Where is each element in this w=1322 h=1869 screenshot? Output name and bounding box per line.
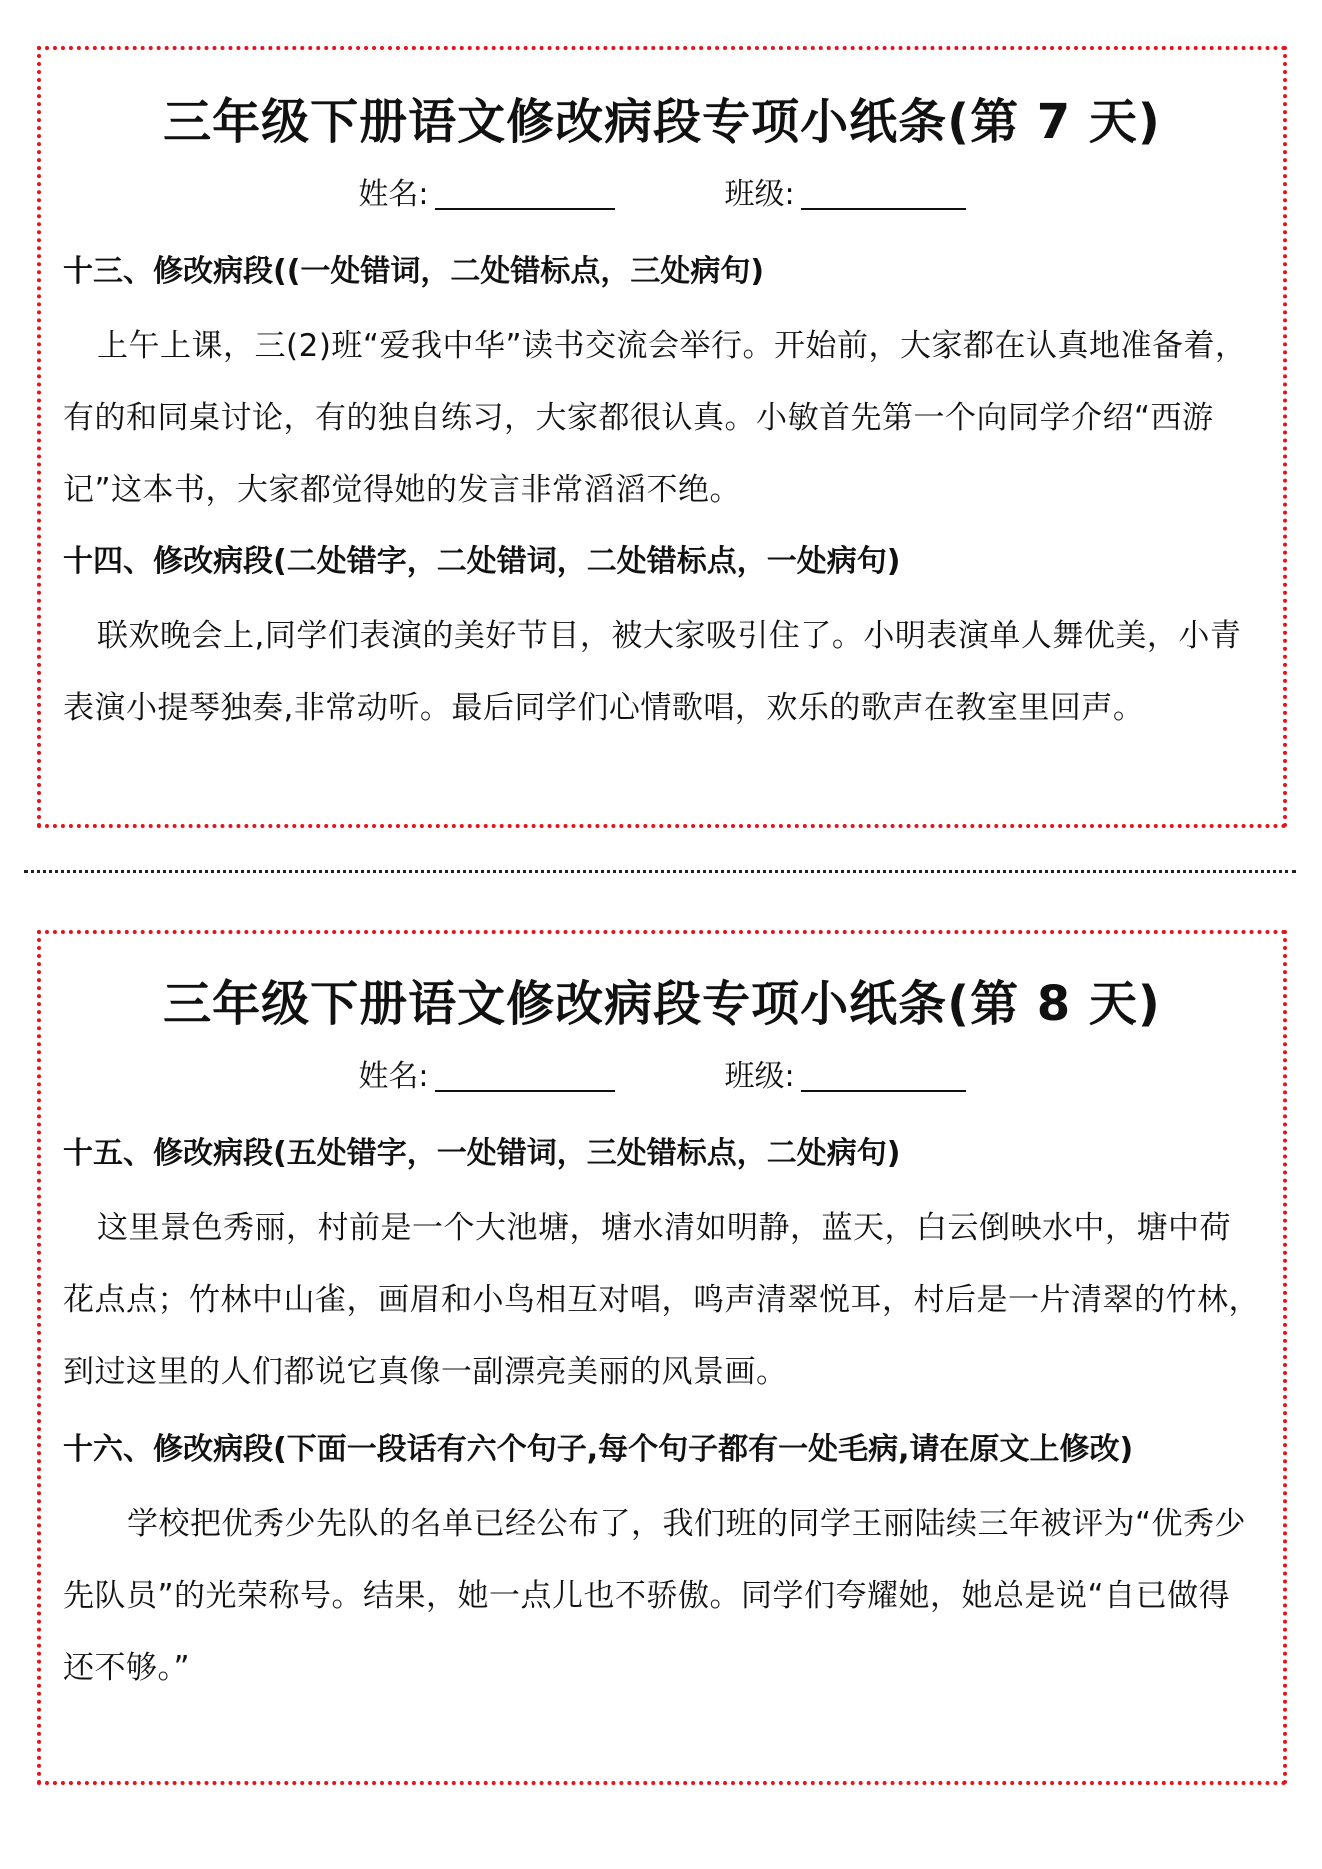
class-field xyxy=(724,177,966,212)
section-heading: 十三、修改病段((一处错词，二处错标点，三处病句) xyxy=(63,254,765,289)
name-blank-line[interactable] xyxy=(435,180,615,210)
worksheet-card-day-8 xyxy=(37,930,1287,1785)
section-passage xyxy=(63,1192,1261,1408)
passage-text: 学校把优秀少先队的名单已经公布了，我们班的同学王丽陆续三年被评为“优秀少先队员”的光荣称号。结果，她一点儿也不骄傲。同学们夸耀她，她总是说“自已做得还不够。” xyxy=(63,1506,1247,1686)
section-passage xyxy=(63,310,1261,526)
name-label: 姓名: xyxy=(358,177,429,212)
card-title: 三年级下册语文修改病段专项小纸条(第 7 天) xyxy=(163,94,1161,150)
class-label: 班级: xyxy=(724,1059,795,1094)
passage-text: 联欢晚会上,同学们表演的美好节目，被大家吸引住了。小明表演单人舞优美，小青表演小提琴独奏,非常动听。最后同学们心情歌唱，欢乐的歌声在教室里回声。 xyxy=(63,618,1242,726)
student-info-row xyxy=(63,1059,1261,1094)
section-passage xyxy=(63,1488,1261,1704)
class-blank-line[interactable] xyxy=(801,180,966,210)
student-info-row xyxy=(63,177,1261,212)
class-blank-line[interactable] xyxy=(801,1062,966,1092)
section-heading: 十六、修改病段(下面一段话有六个句子,每个句子都有一处毛病,请在原文上修改) xyxy=(63,1432,1134,1467)
name-blank-line[interactable] xyxy=(435,1062,615,1092)
name-field xyxy=(358,1059,614,1094)
name-label: 姓名: xyxy=(358,1059,429,1094)
passage-text: 上午上课，三(2)班“爱我中华”读书交流会举行。开始前，大家都在认真地准备着，有的和同桌讨论，有的独自练习，大家都很认真。小敏首先第一个向同学介绍“西游记”这本书，大家都觉得她的发言非常滔滔不绝。 xyxy=(63,328,1247,508)
card-title: 三年级下册语文修改病段专项小纸条(第 8 天) xyxy=(163,976,1161,1032)
cut-line-divider xyxy=(24,870,1296,873)
class-label: 班级: xyxy=(724,177,795,212)
name-field xyxy=(358,177,614,212)
class-field xyxy=(724,1059,966,1094)
passage-text: 这里景色秀丽，村前是一个大池塘，塘水清如明静，蓝天，白云倒映水中，塘中荷花点点；竹林中山雀，画眉和小鸟相互对唱，鸣声清翠悦耳，村后是一片清翠的竹林，到过这里的人们都说它真像一副漂亮美丽的风景画。 xyxy=(63,1210,1260,1390)
worksheet-card-day-7 xyxy=(37,46,1287,828)
section-passage xyxy=(63,600,1261,744)
section-heading: 十五、修改病段(五处错字，一处错词，三处错标点，二处病句) xyxy=(63,1136,901,1171)
section-heading: 十四、修改病段(二处错字，二处错词，二处错标点，一处病句) xyxy=(63,544,901,579)
